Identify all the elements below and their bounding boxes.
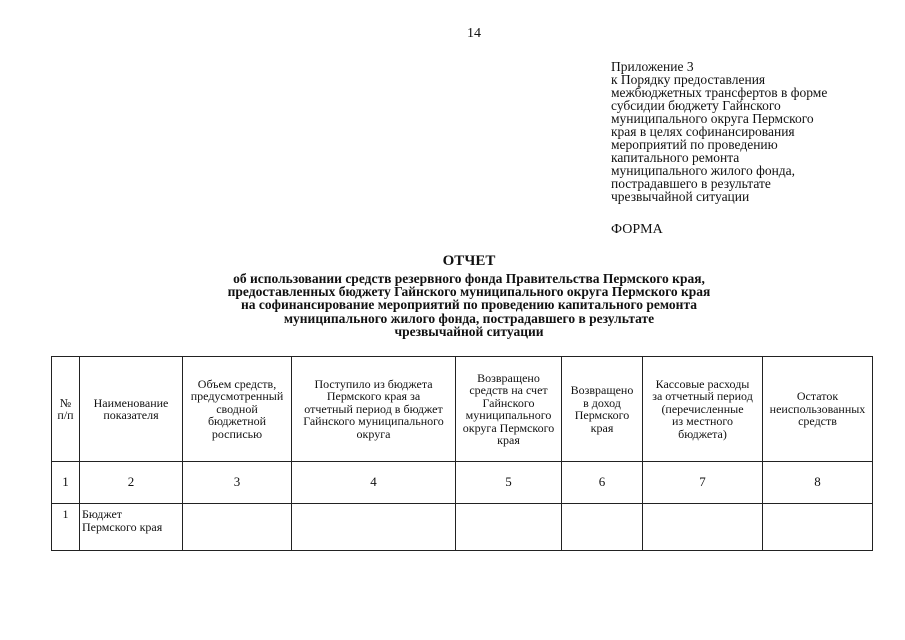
appendix-line: Приложение 3 <box>611 59 694 74</box>
header-cell-returned-to-region: Возвращено в доход Пермского края <box>562 357 643 462</box>
report-table <box>51 356 873 551</box>
row-value-cell <box>183 504 292 551</box>
column-number-cell: 8 <box>763 462 873 504</box>
header-cell-indicator-name: Наименование показателя <box>80 357 183 462</box>
column-number-cell: 6 <box>562 462 643 504</box>
report-title: ОТЧЕТ <box>442 253 496 269</box>
table-row <box>52 504 873 551</box>
subtitle-line: на софинансирование мероприятий по проведению капитального ремонта <box>240 297 697 313</box>
header-cell-budget-volume: Объем средств, предусмотренный сводной бюджетной росписью <box>183 357 292 462</box>
column-number-cell: 7 <box>643 462 763 504</box>
row-value-cell <box>763 504 873 551</box>
header-cell-unused-balance: Остаток неиспользованных средств <box>763 357 873 462</box>
appendix-line: субсидии бюджету Гайнского <box>611 98 781 113</box>
column-number-cell: 4 <box>292 462 456 504</box>
appendix-block <box>611 60 871 203</box>
report-subtitle <box>0 272 905 338</box>
row-value-cell <box>643 504 763 551</box>
table-header-row <box>52 357 873 462</box>
page-number: 14 <box>467 26 481 41</box>
subtitle-line: предоставленных бюджету Гайнского муниципального округа Пермского края <box>227 284 711 300</box>
subtitle-line: муниципального жилого фонда, пострадавшего в результате <box>283 310 655 326</box>
column-number-row <box>52 462 873 504</box>
row-value-cell <box>456 504 562 551</box>
header-cell-returned-to-district: Возвращено средств на счет Гайнского муниципального округа Пермского края <box>456 357 562 462</box>
form-label: ФОРМА <box>611 222 663 237</box>
appendix-line: края в целях софинансирования <box>611 124 795 139</box>
appendix-line: межбюджетных трансфертов в форме <box>611 85 828 100</box>
row-value-cell <box>562 504 643 551</box>
row-number-cell: 1 <box>52 504 80 551</box>
column-number-cell: 1 <box>52 462 80 504</box>
appendix-line: муниципального округа Пермского <box>611 111 814 126</box>
appendix-line: к Порядку предоставления <box>611 72 766 87</box>
row-name-cell: Бюджет Пермского края <box>80 504 183 551</box>
header-cell-number: № п/п <box>52 357 80 462</box>
appendix-line: муниципального жилого фонда, <box>611 163 796 178</box>
column-number-cell: 2 <box>80 462 183 504</box>
appendix-line: капитального ремонта <box>611 150 740 165</box>
appendix-line: мероприятий по проведению <box>611 137 778 152</box>
row-value-cell <box>292 504 456 551</box>
appendix-line: пострадавшего в результате <box>611 176 771 191</box>
header-cell-cash-expenses: Кассовые расходы за отчетный период (перечисленные из местного бюджета) <box>643 357 763 462</box>
column-number-cell: 3 <box>183 462 292 504</box>
appendix-line: чрезвычайной ситуации <box>611 189 750 204</box>
column-number-cell: 5 <box>456 462 562 504</box>
header-cell-received: Поступило из бюджета Пермского края за отчетный период в бюджет Гайнского муниципального округа <box>292 357 456 462</box>
subtitle-line: чрезвычайной ситуации <box>394 323 544 339</box>
subtitle-line: об использовании средств резервного фонда Правительства Пермского края, <box>233 271 705 286</box>
